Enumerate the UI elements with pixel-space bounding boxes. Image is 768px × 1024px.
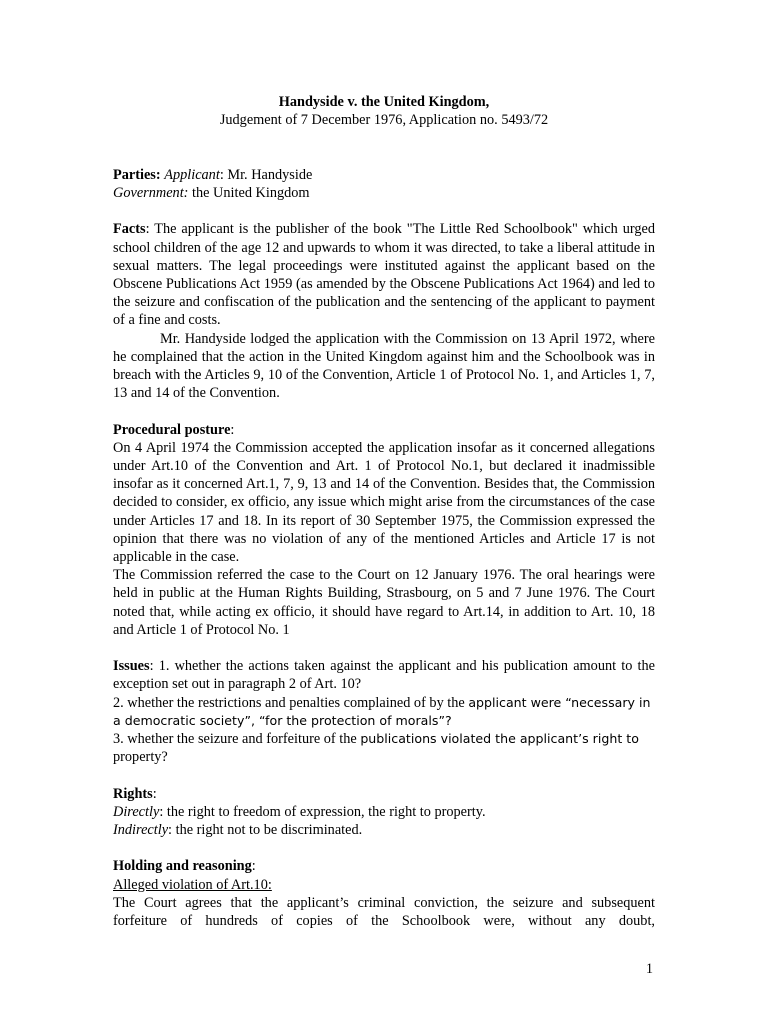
issue-3 bbox=[113, 730, 655, 766]
holding-heading-line bbox=[113, 857, 655, 875]
facts-paragraph-2: Mr. Handyside lodged the application with the Commission on 13 April 1972, where he complained that the action in the United Kingdom against him and the Schoolbook was in breach with the Articles 9, 10 of the Convention, Article 1 of Protocol No. 1, and Articles 1, 7, 13 and 14 of the Convention. bbox=[113, 330, 655, 402]
page-number: 1 bbox=[645, 961, 653, 977]
facts-heading: Facts bbox=[113, 221, 146, 238]
government-label: Government: bbox=[113, 185, 189, 201]
government-value: the United Kingdom bbox=[188, 185, 310, 201]
directly-label: Directly bbox=[113, 803, 160, 820]
rights-directly bbox=[113, 803, 655, 821]
issues-section bbox=[113, 657, 655, 766]
procedural-paragraph-1: On 4 April 1974 the Commission accepted the application insofar as it concerned allegations under Art.10 of the Convention and Art. 1 of Protocol No.1, but declared it inadmissible insofar as it concerned Art.1, 7, 9, 13 and 14 of the Convention. Besides that, the Commission decided to consider, ex officio, any issue which might arise from the circumstances of the case under Articles 17 and 18. In its report of 30 September 1975, the Commission expressed the opinion that there was no violation of any of the mentioned Articles and Article 17 is not applicable in the case. bbox=[113, 439, 655, 566]
indirectly-label: Indirectly bbox=[113, 822, 169, 839]
issue-3-tail: property? bbox=[113, 749, 168, 766]
applicant-value: : Mr. Handyside bbox=[219, 166, 313, 183]
issue-3-text: 3. whether the seizure and forfeiture of the bbox=[113, 731, 361, 748]
issue-3-text-sans: publications violated the applicant’s right to bbox=[360, 731, 639, 747]
holding-paragraph-1 bbox=[113, 894, 655, 930]
procedural-heading: Procedural posture bbox=[113, 421, 231, 438]
holding-heading: Holding and reasoning bbox=[113, 858, 252, 875]
parties-section bbox=[113, 166, 655, 202]
procedural-colon: : bbox=[230, 421, 235, 438]
issue-2-text: 2. whether the restrictions and penalties complained of by the bbox=[113, 694, 469, 711]
parties-line bbox=[113, 166, 655, 184]
case-title: Handyside v. the United Kingdom, bbox=[278, 94, 490, 110]
holding-text-1: The Court agrees that the applicant’s criminal conviction, the seizure and subsequent forfeiture of hundreds of copies of the Schoolbook were, without any doubt, bbox=[113, 894, 655, 930]
holding-subheading: Alleged violation of Art.10: bbox=[113, 876, 272, 893]
rights-heading: Rights bbox=[113, 785, 153, 802]
rights-section bbox=[113, 785, 655, 840]
indirectly-value: : the right not to be discriminated. bbox=[168, 822, 363, 839]
holding-colon: : bbox=[251, 858, 256, 875]
facts-text-1: : The applicant is the publisher of the book "The Little Red Schoolbook" which urged school children of the age 12 and upwards to whom it was directed, to take a liberal attitude in sexual matters. The legal proceedings were instituted against the applicant based on the Obscene Publications Act 1959 (as amended by the Obscene Publications Act 1964) and led to the seizure and confiscation of the publication and the sentencing of the applicant to payment of a fine and costs. bbox=[113, 221, 655, 329]
issues-heading: Issues bbox=[113, 658, 150, 675]
parties-heading: Parties: bbox=[113, 166, 161, 183]
rights-heading-line bbox=[113, 785, 655, 803]
procedural-paragraph-2: The Commission referred the case to the Court on 12 January 1976. The oral hearings were held in public at the Human Rights Building, Strasbourg, on 5 and 7 June 1976. The Court noted that, while acting ex officio, it should have regard to Art.14, in addition to Art. 10, 18 and Article 1 of Protocol No. 1 bbox=[113, 567, 655, 638]
procedural-heading-line bbox=[113, 421, 655, 439]
holding-section bbox=[113, 857, 655, 930]
issue-1-text: : 1. whether the actions taken against the applicant and his publication amount to the exception set out in paragraph 2 of Art. 10? bbox=[113, 658, 655, 693]
directly-value: : the right to freedom of expression, the right to property. bbox=[159, 803, 486, 820]
facts-section bbox=[113, 220, 655, 402]
facts-paragraph-1 bbox=[113, 220, 655, 329]
applicant-label: Applicant bbox=[164, 166, 220, 183]
procedural-section bbox=[113, 421, 655, 639]
rights-indirectly bbox=[113, 821, 655, 839]
issue-1 bbox=[113, 657, 655, 693]
case-subtitle: Judgement of 7 December 1976, Application no. 5493/72 bbox=[219, 112, 549, 129]
government-line bbox=[113, 184, 655, 202]
issue-2 bbox=[113, 694, 655, 730]
rights-colon: : bbox=[152, 785, 157, 802]
issue-2-text-sans: applicant were “necessary in a democratic society”, “for the protection of morals”? bbox=[113, 694, 651, 728]
